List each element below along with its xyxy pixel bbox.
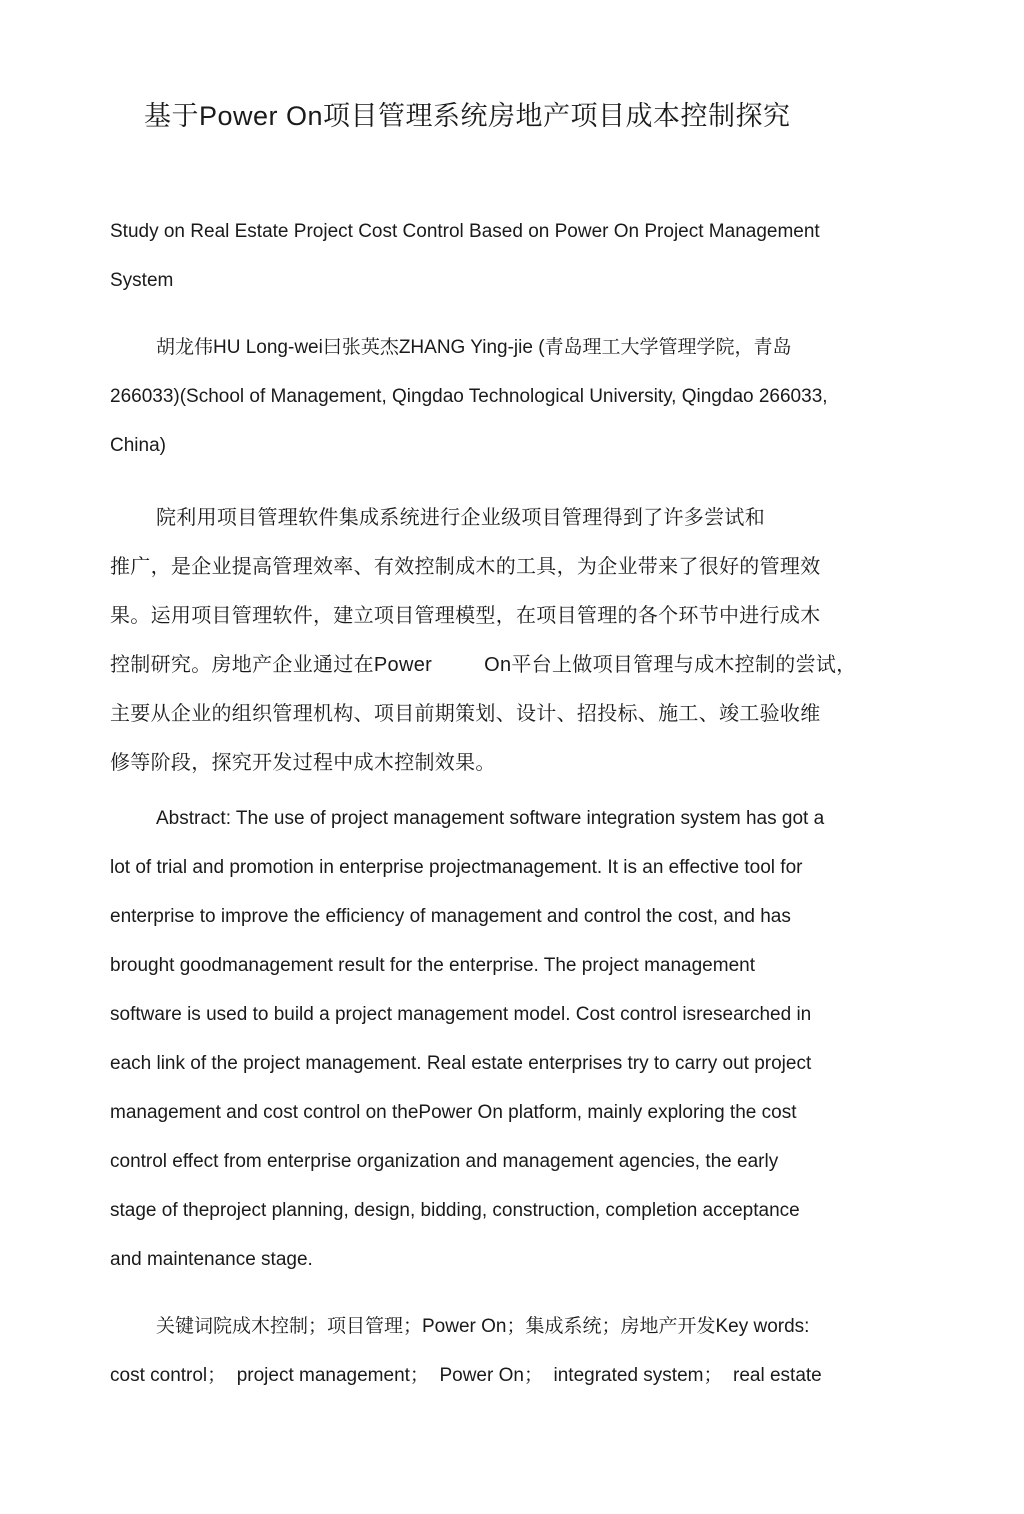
keywords [110, 1302, 900, 1400]
abstract-en-line: stage of theproject planning, design, bidding, construction, completion acceptance [110, 1200, 800, 1221]
author-affiliation [110, 323, 900, 470]
abstract-en-line: brought goodmanagement result for the enterprise. The project management [110, 955, 755, 976]
abstract-en-line: management and cost control on thePower On platform, mainly exploring the cost [110, 1102, 797, 1123]
abstract-cn-segment: 控制研究。房地产企业通过在Power [110, 654, 433, 676]
abstract-cn-line: 修等阶段，探究开发过程中成木控制效果。 [110, 752, 496, 774]
abstract-en-line: control effect from enterprise organization and management agencies, the early [110, 1151, 779, 1172]
keywords-line: cost control； project management； Power On； integrated system； real estate [110, 1365, 822, 1386]
abstract-en-line: lot of trial and promotion in enterprise projectmanagement. It is an effective tool for [110, 857, 803, 878]
paper-title: 基于Power On项目管理系统房地产项目成本控制探究 [144, 101, 791, 131]
english-title-line: Study on Real Estate Project Cost Control Based on Power On Project Management [110, 221, 820, 242]
abstract-en-line: Abstract: The use of project management software integration system has got a [156, 808, 825, 829]
abstract-en-line: and maintenance stage. [110, 1249, 313, 1270]
abstract-cn-line: 院利用项目管理软件集成系统进行企业级项目管理得到了许多尝试和 [156, 507, 765, 529]
abstract-cn-line [110, 641, 900, 690]
abstract-cn-line: 推广，是企业提高管理效率、有效控制成木的工具，为企业带来了很好的管理效 [110, 556, 821, 578]
affiliation-line: 266033)(School of Management, Qingdao Technological University, Qingdao 266033, [110, 386, 828, 407]
english-title-line: System [110, 270, 174, 291]
chinese-abstract [110, 494, 900, 788]
keywords-line: 关键词院成木控制；项目管理；Power On；集成系统；房地产开发Key words: [156, 1316, 810, 1337]
abstract-cn-segment: On平台上做项目管理与成木控制的尝试， [484, 654, 857, 676]
abstract-en-line: enterprise to improve the efficiency of management and control the cost, and has [110, 906, 791, 927]
abstract-en-line: software is used to build a project management model. Cost control isresearched in [110, 1004, 812, 1025]
abstract-en-line: each link of the project management. Real estate enterprises try to carry out project [110, 1053, 812, 1074]
abstract-cn-line: 果。运用项目管理软件，建立项目管理模型，在项目管理的各个环节中进行成木 [110, 605, 821, 627]
english-title [110, 207, 900, 305]
abstract-cn-line: 主要从企业的组织管理机构、项目前期策划、设计、招投标、施工、竣工验收维 [110, 703, 821, 725]
english-abstract [110, 794, 900, 1284]
author-line: 胡龙伟HU Long-wei曰张英杰ZHANG Ying-jie (青岛理工大学管理学院，青岛 [156, 337, 792, 358]
affiliation-line: China) [110, 435, 166, 456]
